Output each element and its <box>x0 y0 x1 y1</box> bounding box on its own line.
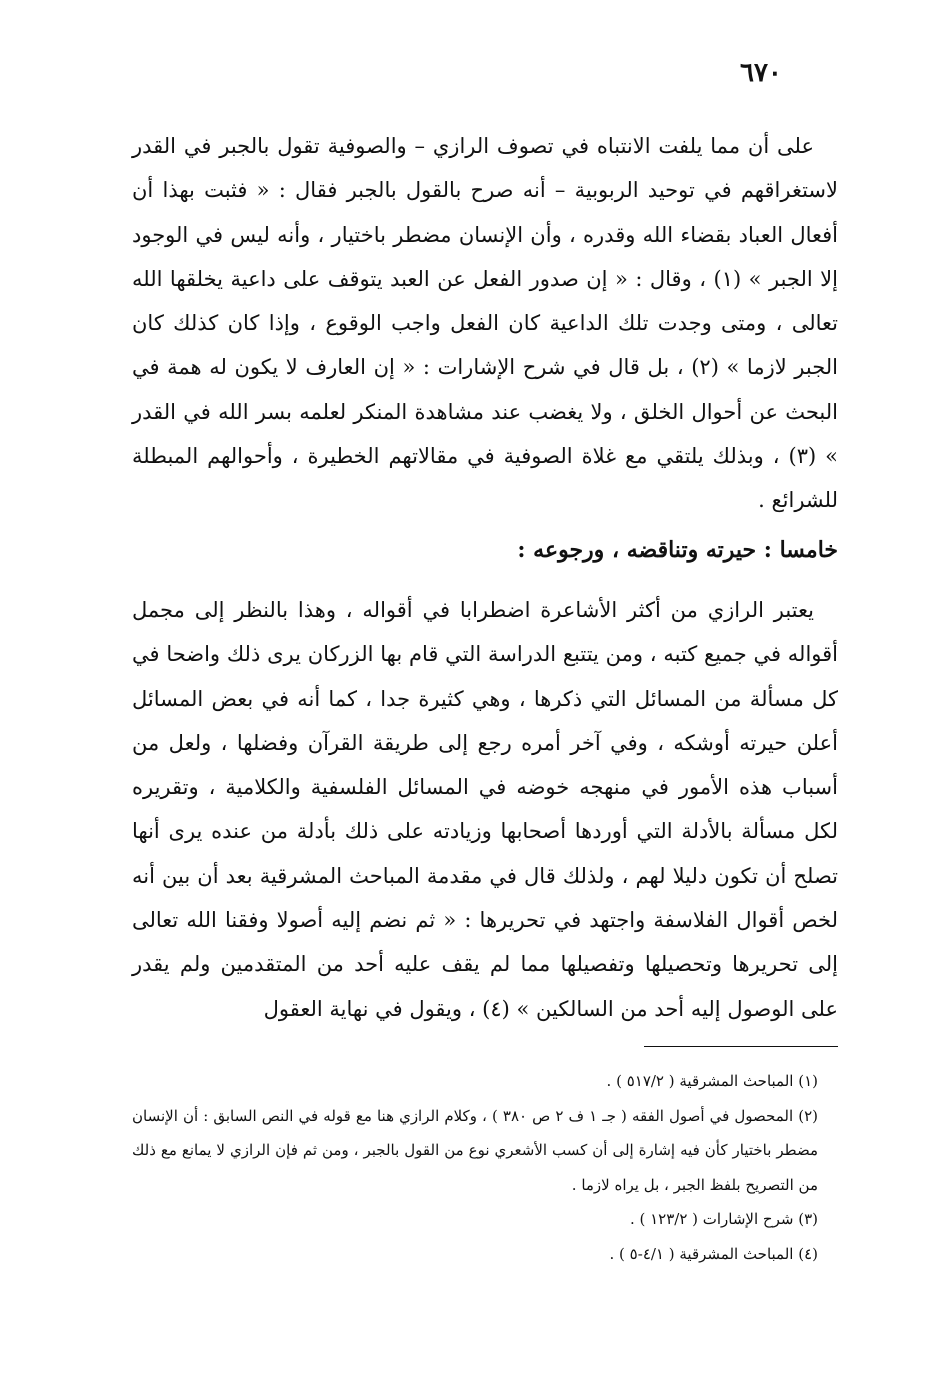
body-paragraph-2 <box>132 588 838 1031</box>
footnote-3: (٣) شرح الإشارات ( ١٢٣/٢ ) . <box>629 1210 818 1228</box>
footnote-separator <box>644 1046 838 1047</box>
paragraph-2-text: يعتبر الرازي من أكثر الأشاعرة اضطرابا في أقواله ، وهذا بالنظر إلى مجمل أقواله في جميع كتبه ، ومن يتتبع الدراسة التي قام بها الزركان يرى ذلك واضحا في كل مسألة من المسائل التي ذكرها ، وهي كثيرة جدا ، كما أنه في بعض المسائل أعلن حيرته أوشكه ، وفي آخر أمره رجع إلى طريقة القرآن وفضلها ، ولعل من أسباب هذه الأمور في منهجه خوضه في المسائل الفلسفية والكلامية ، وتقريره لكل مسألة بالأدلة التي أوردها أصحابها وزيادته على ذلك بأدلة من عنده يرى أنها تصلح أن تكون دليلا لهم ، ولذلك قال في مقدمة المباحث المشرقية بعد أن بين أنه لخص أقوال الفلاسفة واجتهد في تحريرها : « ثم نضم إليه أصولا وفقنا الله تعالى إلى تحريرها وتحصيلها وتفصيلها مما لم يقف عليه أحد من المتقدمين ولم يقدر على الوصول إليه أحد من السالكين » (٤) ، ويقول في نهاية العقول <box>132 598 838 1021</box>
footnote-2: (٢) المحصول في أصول الفقه ( جـ ١ ف ٢ ص ٣٨٠ ) ، وكلام الرازي هنا مع قوله في النص السابق : أن الإنسان مضطر باختيار كأن فيه إشارة إلى أن كسب الأشعري نوع من القول بالجبر ، ومن ثم فإن الرازي لا يمانع مع ذلك من التصريح بلفظ الجبر ، بل يراه لازما . <box>132 1106 819 1194</box>
footnote-1: (١) المباحث المشرقية ( ٥١٧/٢ ) . <box>606 1072 818 1090</box>
page-number: ٦٧٠ <box>740 58 782 88</box>
paragraph-1-text: على أن مما يلفت الانتباه في تصوف الرازي – والصوفية تقول بالجبر في القدر لاستغراقهم في توحيد الربوبية – أنه صرح بالقول بالجبر فقال : « فثبت بهذا أن أفعال العباد بقضاء الله وقدره ، وأن الإنسان مضطر باختيار ، وأنه ليس في الوجود إلا الجبر » (١) ، وقال : « إن صدور الفعل عن العبد يتوقف على داعية يخلقها الله تعالى ، ومتى وجدت تلك الداعية كان الفعل واجب الوقوع ، وإذا كان كذلك كان الجبر لازما » (٢) ، بل قال في شرح الإشارات : « إن العارف لا يكون له همة في البحث عن أحوال الخلق ، ولا يغضب عند مشاهدة المنكر لعلمه بسر الله في القدر » (٣) ، وبذلك يلتقي مع غلاة الصوفية في مقالاتهم الخطيرة ، وأحوالهم المبطلة للشرائع . <box>132 134 838 513</box>
footnote-4: (٤) المباحث المشرقية ( ٤/١-٥ ) . <box>609 1244 818 1263</box>
footnotes <box>132 1064 838 1271</box>
section-heading: خامسا : حيرته وتناقضه ، ورجوعه : <box>517 537 838 563</box>
body-paragraph-1 <box>132 124 838 523</box>
